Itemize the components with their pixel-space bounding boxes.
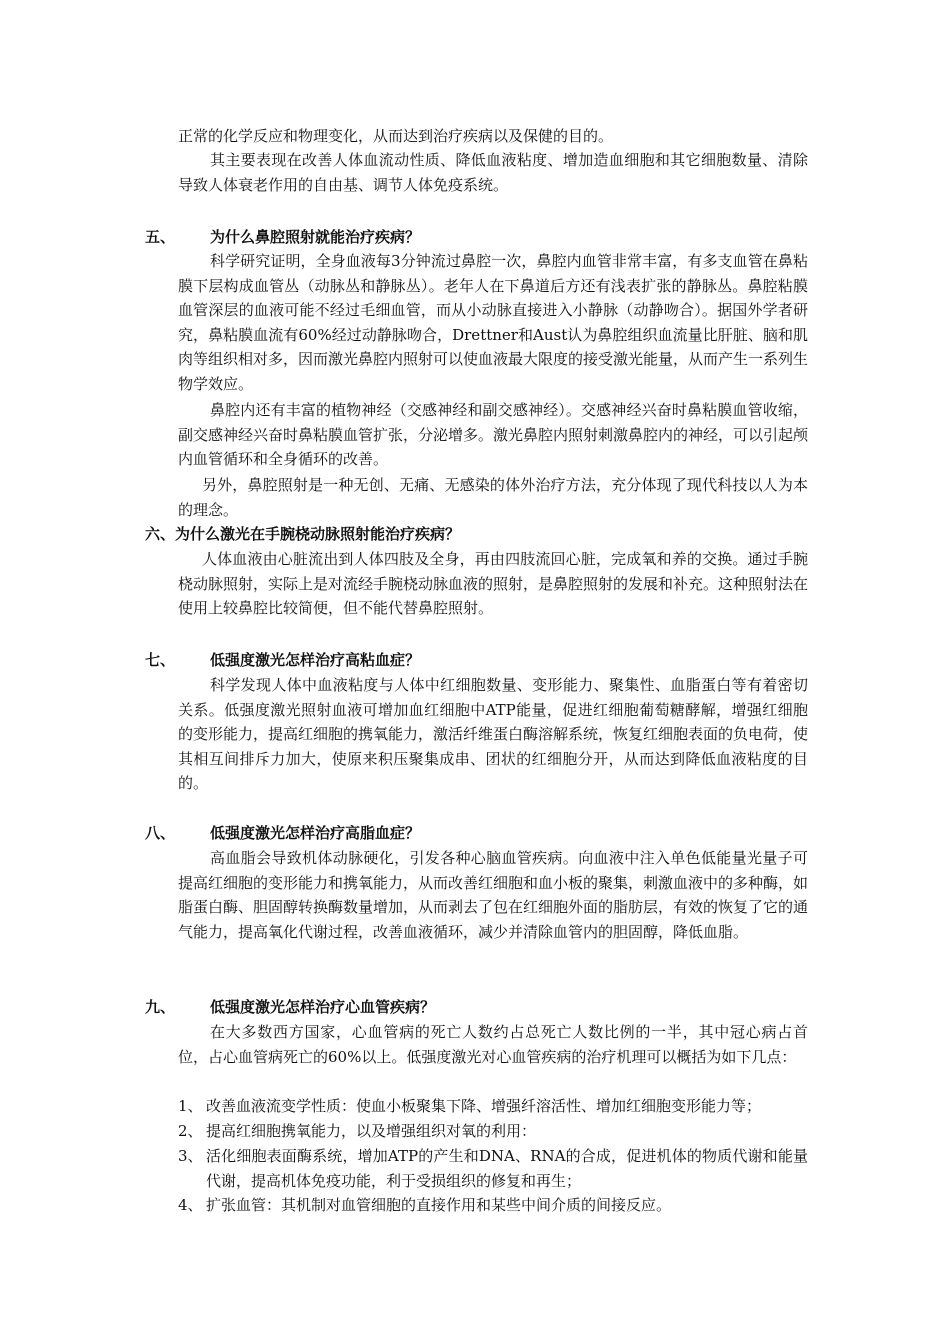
section-8-number: 八、	[145, 824, 176, 842]
list-item	[178, 1144, 808, 1193]
section-9-paragraph-1: 在大多数西方国家，心血管病的死亡人数约占总死亡人数比例的一半，其中冠心病占首位，占心血管病死亡的60%以上。低强度激光对心血管疾病的治疗机理可以概括为如下几点：	[178, 1023, 808, 1066]
list-item	[178, 1193, 808, 1218]
list-item-text: 扩张血管：其机制对血管细胞的直接作用和某些中间介质的间接反应。	[206, 1196, 672, 1214]
section-9-title: 低强度激光怎样治疗心血管疾病？	[210, 998, 436, 1016]
list-item	[178, 1119, 808, 1144]
section-7-paragraph-1: 科学发现人体中血液粘度与人体中红细胞数量、变形能力、聚集性、血脂蛋白等有着密切关系。低强度激光照射血液可增加血红细胞中ATP能量，促进红细胞葡萄糖酵解，增强红细胞的变形能力，提高红细胞的携氧能力，激活纤维蛋白酶溶解系统，恢复红细胞表面的负电荷，使其相互间排斥力加大，使原来积压聚集成串、团状的红细胞分开，从而达到降低血液粘度的目的。	[178, 676, 809, 792]
section-8-paragraph-1: 高血脂会导致机体动脉硬化，引发各种心脑血管疾病。向血液中注入单色低能量光量子可提高红细胞的变形能力和携氧能力，从而改善红细胞和血小板的聚集，刺激血液中的多种酶，如脂蛋白酶、胆固醇转换酶数量增加，从而剥去了包在红细胞外面的脂肪层，有效的恢复了它的通气能力，提高氧化代谢过程，改善血液循环，减少并清除血管内的胆固醇，降低血脂。	[178, 849, 809, 941]
list-item-number: 3、	[178, 1147, 203, 1165]
section-6-heading: 六、为什么激光在手腕桡动脉照射能治疗疾病？	[145, 525, 461, 543]
section-6-paragraph-1: 人体血液由心脏流出到人体四肢及全身，再由四肢流回心脏，完成氧和养的交换。通过手腕桡动脉照射，实际上是对流经手腕桡动脉血液的照射，是鼻腔照射的发展和补充。这种照射法在使用上较鼻腔比较简便，但不能代替鼻腔照射。	[178, 550, 809, 617]
section-8-title: 低强度激光怎样治疗高脂血症？	[210, 824, 421, 842]
section-7-title: 低强度激光怎样治疗高粘血症？	[210, 651, 421, 669]
intro-paragraph: 其主要表现在改善人体血流动性质、降低血液粘度、增加造血细胞和其它细胞数量、清除导致人体衰老作用的自由基、调节人体免疫系统。	[178, 151, 808, 194]
intro-line: 正常的化学反应和物理变化，从而达到治疗疾病以及保健的目的。	[178, 127, 614, 145]
section-9-number: 九、	[145, 998, 176, 1016]
list-item-text: 改善血液流变学性质：使血小板聚集下降、增强纤溶活性、增加红细胞变形能力等；	[206, 1097, 762, 1115]
list-item-number: 1、	[178, 1097, 203, 1115]
section-5-paragraph-3: 另外，鼻腔照射是一种无创、无痛、无感染的体外治疗方法，充分体现了现代科技以人为本的理念。	[178, 476, 808, 519]
section-5-paragraph-1: 科学研究证明，全身血液每3分钟流过鼻腔一次，鼻腔内血管非常丰富，有多支血管在鼻粘膜下层构成血管丛（动脉丛和静脉丛）。老年人在下鼻道后方还有浅表扩张的静脉丛。鼻腔粘膜血管深层的血液可能不经过毛细血管，而从小动脉直接进入小静脉（动静吻合）。据国外学者研究，鼻粘膜血流有60%经过动静脉吻合，Drettner和Aust认为鼻腔组织血流量比肝脏、脑和肌肉等组织相对多，因而激光鼻腔内照射可以使血液最大限度的接受激光能量，从而产生一系列生物学效应。	[178, 252, 809, 393]
list-item	[178, 1094, 808, 1119]
section-5-paragraph-2: 鼻腔内还有丰富的植物神经（交感神经和副交感神经）。交感神经兴奋时鼻粘膜血管收缩，副交感神经兴奋时鼻粘膜血管扩张，分泌增多。激光鼻腔内照射刺激鼻腔内的神经，可以引起颅内血管循环和全身循环的改善。	[178, 401, 809, 468]
list-item-number: 2、	[178, 1122, 203, 1140]
list-item-text: 活化细胞表面酶系统，增加ATP的产生和DNA、RNA的合成，促进机体的物质代谢和能量代谢，提高机体免疫功能，利于受损组织的修复和再生；	[206, 1147, 808, 1190]
section-5-number: 五、	[145, 228, 176, 246]
list-item-text: 提高红细胞携氧能力，以及增强组织对氧的利用：	[206, 1122, 537, 1140]
section-7-number: 七、	[145, 651, 176, 669]
section-5-title: 为什么鼻腔照射就能治疗疾病？	[210, 228, 421, 246]
list-item-number: 4、	[178, 1196, 203, 1214]
